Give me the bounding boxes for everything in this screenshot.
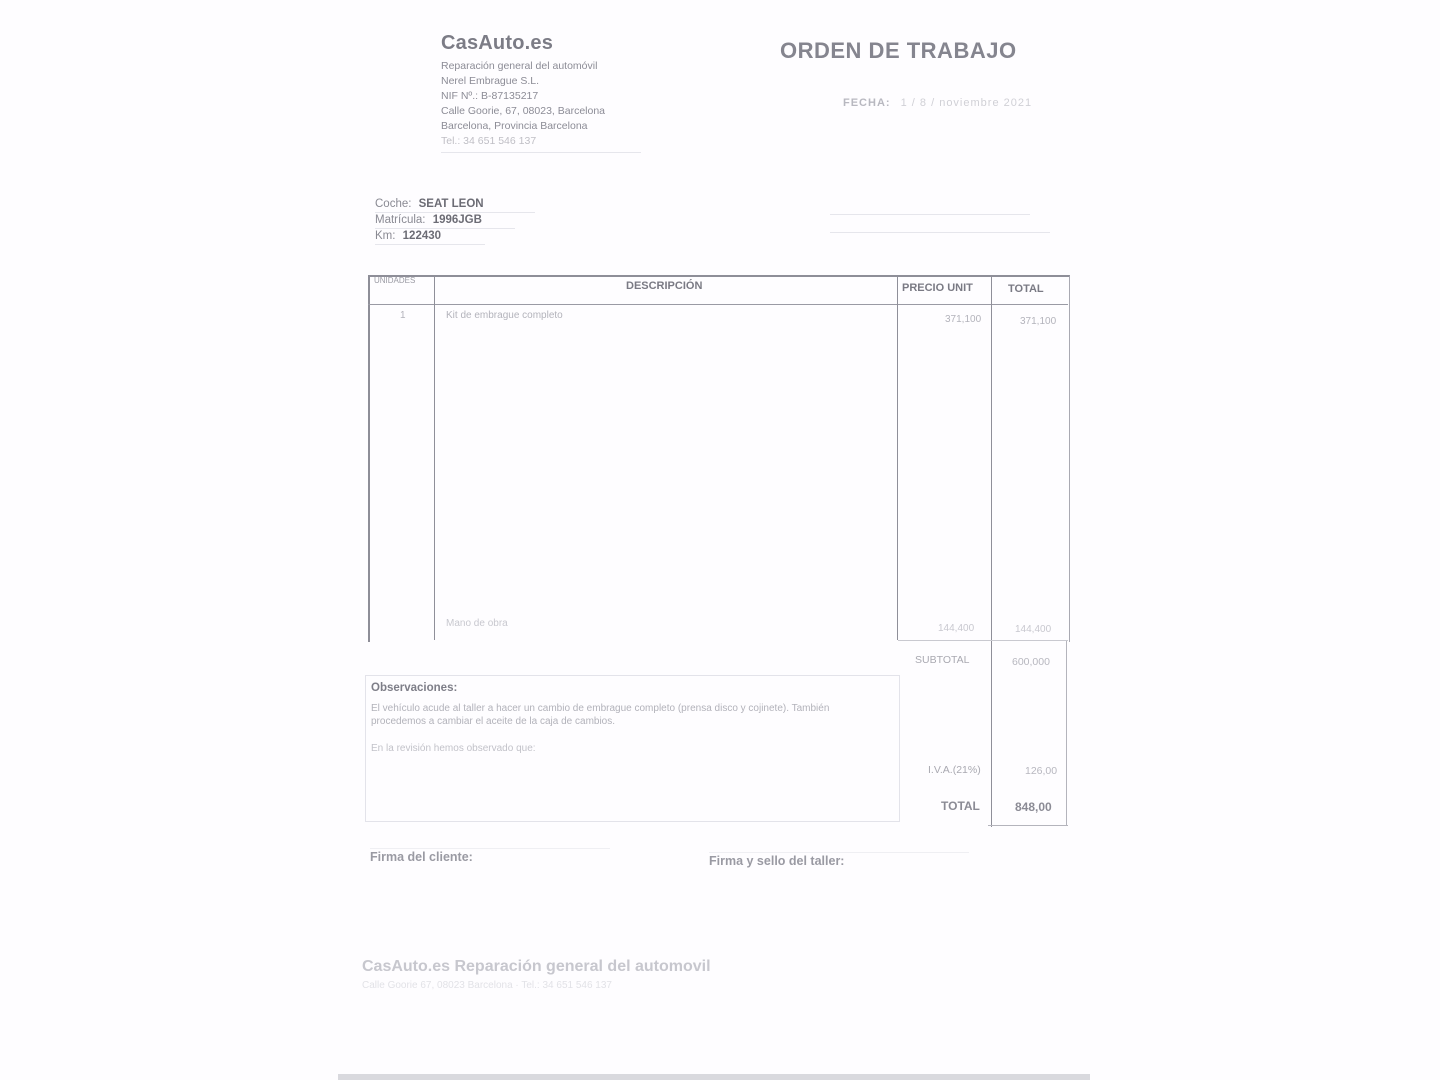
divider: [375, 228, 515, 229]
km-label: Km:: [375, 230, 396, 242]
company-name: CasAuto.es: [441, 32, 554, 54]
company-line: NIF Nº.: B-87135217: [441, 90, 539, 102]
plate-value: 1996JGB: [432, 214, 482, 226]
client-signature-label: Firma del cliente:: [370, 850, 473, 864]
divider: [830, 232, 1050, 233]
items-table: [368, 275, 1070, 642]
signature-line: [370, 848, 610, 849]
car-label: Coche:: [375, 198, 412, 210]
divider: [441, 152, 641, 153]
column-divider: [434, 277, 435, 640]
tax-label: I.V.A.(21%): [928, 764, 981, 776]
company-line: Reparación general del automóvil: [441, 60, 598, 72]
footer-subtitle: Calle Goorie 67, 08023 Barcelona · Tel.: 34 651 546 137: [362, 980, 612, 991]
date-field: [843, 97, 1032, 109]
row-total: 371,100: [1020, 316, 1057, 327]
signature-line: [709, 852, 969, 853]
workshop-signature-label: Firma y sello del taller:: [709, 854, 845, 868]
column-divider: [897, 277, 898, 640]
column-divider: [1066, 640, 1067, 826]
tax-value: 126,00: [1025, 765, 1058, 777]
divider: [898, 640, 1068, 641]
observations-note: En la revisión hemos observado que:: [371, 743, 536, 754]
date-label: FECHA:: [843, 97, 891, 109]
company-details: [441, 59, 605, 149]
subtotal-value: 600,000: [1012, 656, 1050, 668]
labor-description: Mano de obra: [446, 618, 508, 629]
company-line: Calle Goorie, 67, 08023, Barcelona: [441, 105, 606, 117]
divider: [830, 214, 1030, 215]
company-line: Nerel Embrague S.L.: [441, 75, 540, 87]
page-bottom-edge: [338, 1074, 1090, 1080]
subtotal-label: SUBTOTAL: [915, 654, 970, 666]
company-line: Barcelona, Provincia Barcelona: [441, 120, 588, 132]
document-title: ORDEN DE TRABAJO: [780, 38, 1017, 63]
table-header-rule: [368, 304, 1068, 305]
vehicle-info: [375, 196, 484, 244]
divider: [375, 244, 485, 245]
car-value: SEAT LEON: [418, 198, 484, 210]
column-divider: [991, 277, 992, 827]
divider: [988, 825, 1068, 826]
header-total: TOTAL: [1008, 283, 1044, 295]
observations-text: El vehículo acude al taller a hacer un cambio de embrague completo (prensa disco y cojinete). También procedemos a cambiar el aceite de la caja de cambios.: [371, 703, 830, 727]
km-value: 122430: [402, 230, 442, 242]
header-units: UNIDADES: [374, 276, 416, 285]
date-value: 1 / 8 / noviembre 2021: [900, 97, 1033, 109]
row-description: Kit de embrague completo: [446, 310, 563, 321]
divider: [375, 212, 535, 213]
total-label: TOTAL: [941, 799, 980, 813]
observations-title: Observaciones:: [371, 682, 458, 694]
row-unit-price: 371,100: [945, 314, 982, 325]
total-value: 848,00: [1015, 800, 1052, 814]
row-units: 1: [400, 310, 406, 321]
header-unit-price: PRECIO UNIT: [902, 282, 973, 294]
plate-label: Matrícula:: [375, 214, 426, 226]
company-line: Tel.: 34 651 546 137: [441, 135, 537, 147]
header-description: DESCRIPCIÓN: [626, 280, 703, 292]
labor-unit-price: 144,400: [938, 623, 975, 634]
footer-title: CasAuto.es Reparación general del automovil: [362, 958, 711, 975]
labor-total: 144,400: [1015, 624, 1052, 635]
